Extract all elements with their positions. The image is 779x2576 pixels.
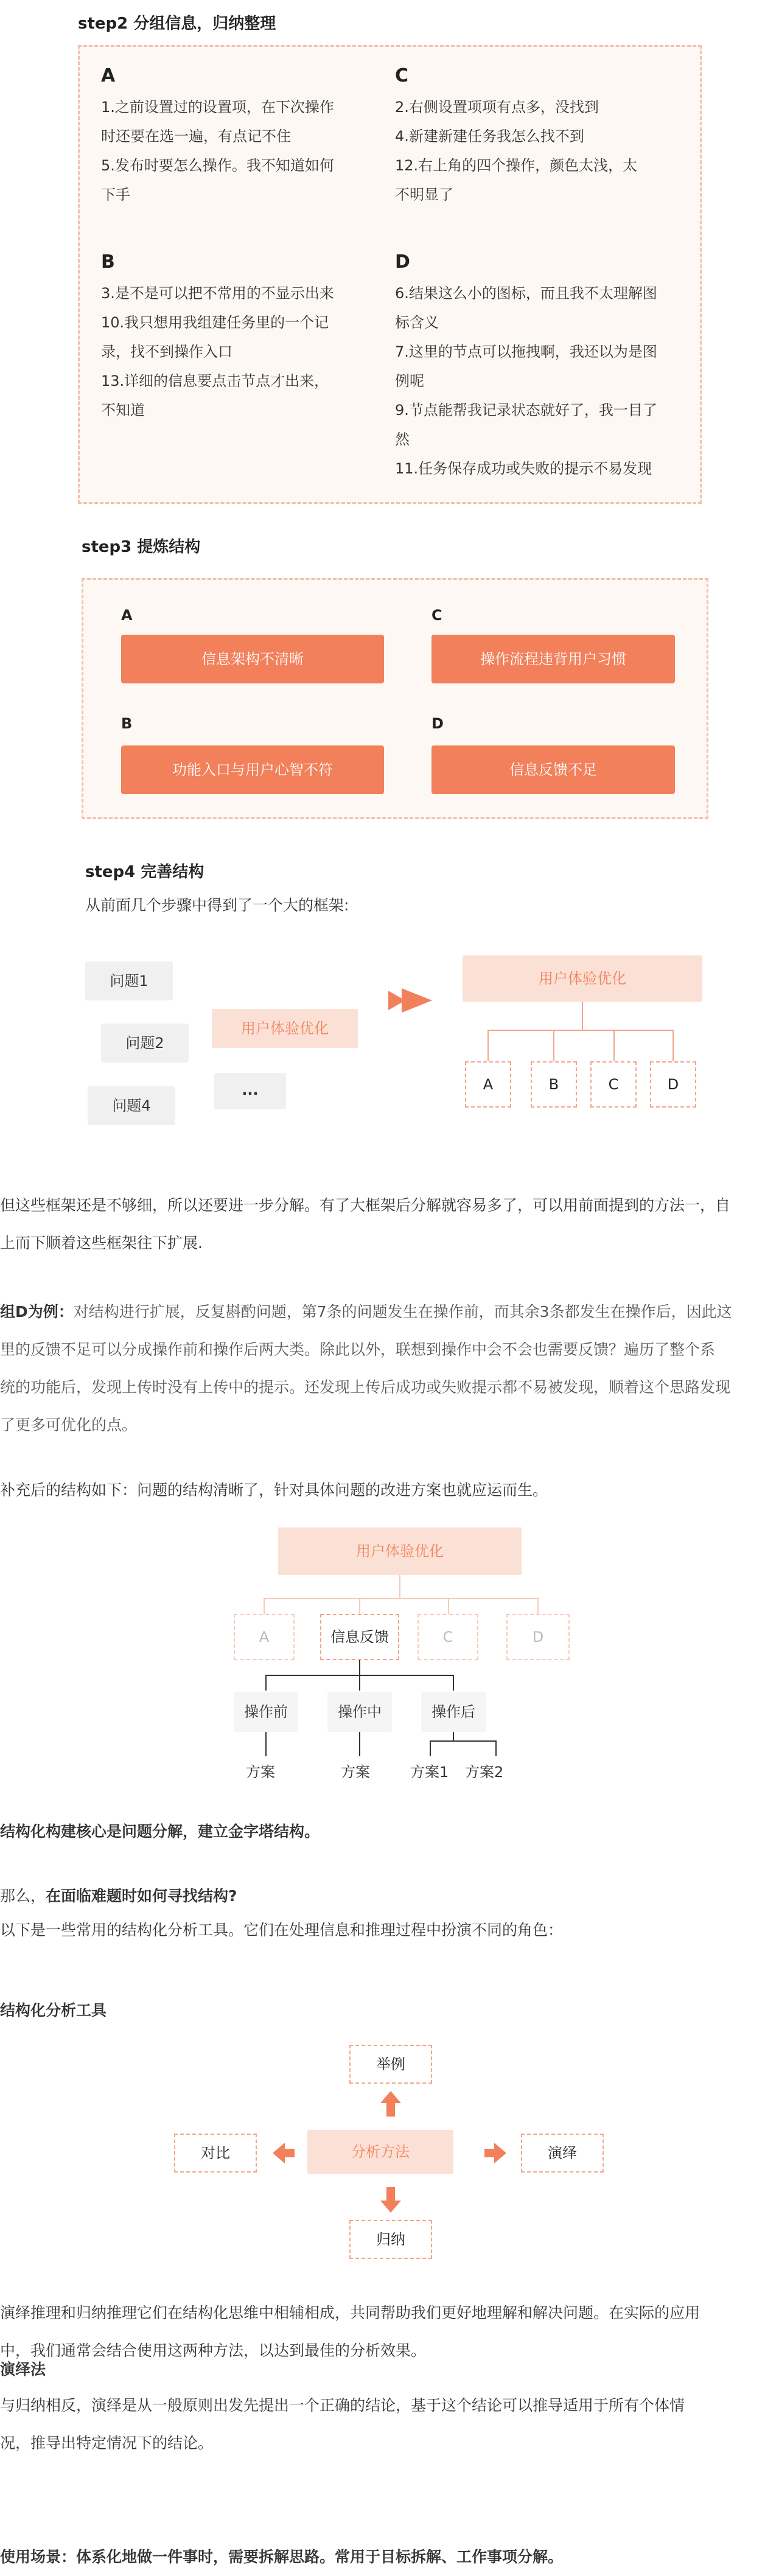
- text-line: 对结构进行扩展，反复斟酌问题，第7条的问题发生在操作前，而其余3条都发生在操作后，因此这: [73, 1303, 732, 1321]
- paragraph-1: [0, 1187, 770, 1262]
- framework-center-label: 用户体验优化: [212, 1009, 358, 1048]
- tree-connector: [430, 1740, 497, 1742]
- text-line: 了更多可优化的点。: [0, 1416, 138, 1434]
- scene-text: 体系化地做一件事时，需要拆解思路。常用于目标拆解、工作事项分解。: [76, 2548, 564, 2566]
- solution-label: 方案1: [410, 1764, 449, 1781]
- group-line: 4.新建新建任务我怎么找不到: [395, 128, 584, 145]
- group-line: 不明显了: [395, 186, 453, 203]
- step2-title: step2 分组信息，归纳整理: [78, 15, 276, 33]
- group-letter: C: [395, 65, 409, 86]
- group-line: 1.之前设置过的设置项，在下次操作: [101, 99, 334, 116]
- item-b-card: 功能入口与用户心智不符: [121, 745, 384, 794]
- phase-pill: 操作中: [327, 1692, 392, 1732]
- item-letter: D: [431, 715, 444, 732]
- problem-pill: 问题4: [88, 1086, 175, 1125]
- tree2-leaf: A: [234, 1614, 295, 1660]
- deduction-title: 演绎法: [0, 2361, 46, 2378]
- solution-label: 方案2: [465, 1764, 504, 1781]
- group-line: 标含义: [395, 314, 439, 331]
- question-prefix: 那么，: [0, 1887, 46, 1905]
- problem-pill: 问题1: [85, 962, 173, 1000]
- group-a: [101, 65, 334, 209]
- group-line: 录，找不到操作入口: [101, 343, 232, 360]
- phase-pill: 操作前: [234, 1692, 298, 1732]
- tree-connector: [613, 1030, 615, 1061]
- solution-label: 方案: [341, 1764, 370, 1781]
- tree-connector: [553, 1030, 554, 1061]
- arrow-down-icon: [380, 2187, 401, 2213]
- tree-connector: [265, 1732, 267, 1756]
- step4-title: step4 完善结构: [85, 863, 204, 881]
- group-line: 然: [395, 431, 410, 448]
- paragraph-2: [0, 1293, 770, 1444]
- tree-connector: [430, 1740, 431, 1756]
- text-line: 统的功能后，发现上传时没有上传中的提示。还发现上传后成功或失败提示都不易被发现，顺着这个思路发现: [0, 1378, 731, 1396]
- tree-connector: [487, 1030, 489, 1061]
- group-line: 下手: [101, 186, 130, 203]
- tools-center: 分析方法: [307, 2130, 453, 2174]
- group-line: 2.右侧设置项项有点多，没找到: [395, 99, 599, 116]
- problem-pill: 问题2: [101, 1024, 189, 1063]
- tools-intro: 以下是一些常用的结构化分析工具。它们在处理信息和推理过程中扮演不同的角色：: [0, 1921, 564, 1939]
- phase-pill: 操作后: [421, 1692, 486, 1732]
- tree-connector: [264, 1598, 537, 1599]
- tree-connector: [672, 1030, 674, 1061]
- text-line: 况，推导出特定情况下的结论。: [0, 2434, 214, 2452]
- group-line: 不知道: [101, 402, 145, 419]
- item-d-card: 信息反馈不足: [431, 745, 675, 794]
- tree-connector: [359, 1732, 360, 1756]
- deduction-text: [0, 2387, 770, 2462]
- text-line: 上而下顺着这些框架往下扩展.: [0, 1234, 203, 1252]
- step3-title: step3 提炼结构: [82, 538, 201, 556]
- group-line: 10.我只想用我组建任务里的一个记: [101, 314, 329, 331]
- tree-leaf: D: [650, 1061, 696, 1108]
- tree-connector: [399, 1575, 400, 1598]
- text-line: 中，我们通常会结合使用这两种方法，以达到最佳的分析效果。: [0, 2342, 427, 2359]
- arrow-head: [402, 988, 432, 1013]
- step3-panel: [82, 578, 708, 819]
- tree-connector: [264, 1598, 265, 1614]
- group-line: 3.是不是可以把不常用的不显示出来: [101, 285, 334, 302]
- arrow-right-icon: [484, 2143, 506, 2163]
- group-line: 11.任务保存成功或失败的提示不易发现: [395, 460, 652, 477]
- paragraph-3: 补充后的结构如下：问题的结构清晰了，针对具体问题的改进方案也就应运而生。: [0, 1481, 548, 1499]
- text-line: 与归纳相反，演绎是从一般原则出发先提出一个正确的结论，基于这个结论可以推导适用于所有个体情: [0, 2396, 685, 2414]
- item-letter: A: [121, 607, 133, 624]
- group-line: 12.右上角的四个操作，颜色太浅，太: [395, 157, 638, 174]
- group-line: 6.结果这么小的图标，而且我不太理解图: [395, 285, 657, 302]
- group-b: [101, 251, 334, 425]
- scene-label: 使用场景：: [0, 2548, 77, 2566]
- tree2-leaf: C: [417, 1614, 478, 1660]
- tools-left: 对比: [174, 2134, 257, 2173]
- text-line: 演绎推理和归纳推理它们在结构化思维中相辅相成，共同帮助我们更好地理解和解决问题。在实际的应用: [0, 2304, 700, 2322]
- question-bold: 在面临难题时如何寻找结构?: [46, 1887, 237, 1905]
- tree2-root: 用户体验优化: [278, 1527, 522, 1575]
- text-line: 里的反馈不足可以分成操作前和操作后两大类。除此以外，联想到操作中会不会也需要反馈？遍历了整个系: [0, 1341, 716, 1358]
- tree-connector: [448, 1598, 449, 1614]
- tree-connector: [453, 1732, 454, 1740]
- tools-top: 举例: [349, 2045, 432, 2084]
- tree-connector: [359, 1675, 360, 1691]
- item-a-card: 信息架构不清晰: [121, 635, 384, 683]
- group-letter: A: [101, 65, 116, 86]
- item-letter: B: [121, 715, 133, 732]
- tools-bottom: 归纳: [349, 2220, 432, 2259]
- tree-root: 用户体验优化: [463, 955, 702, 1002]
- solution-label: 方案: [246, 1764, 275, 1781]
- group-line: 例呢: [395, 372, 424, 389]
- paragraph-4: [0, 2294, 770, 2370]
- arrow-right-icon: [388, 988, 433, 1013]
- tree-connector: [265, 1675, 267, 1691]
- tree-connector: [359, 1598, 360, 1614]
- group-line: 13.详细的信息要点击节点才出来，: [101, 372, 329, 389]
- tree-connector: [582, 1002, 583, 1030]
- tree-connector: [359, 1660, 360, 1675]
- group-c: [395, 65, 637, 209]
- tools-right: 演绎: [521, 2134, 604, 2173]
- group-line: 9.节点能帮我记录状态就好了，我一目了: [395, 402, 657, 419]
- tree-connector: [537, 1598, 539, 1614]
- arrow-left-icon: [273, 2143, 295, 2163]
- group-line: 7.这里的节点可以拖拽啊，我还以为是图: [395, 343, 657, 360]
- step2-groups-panel: [78, 45, 702, 504]
- tree2-leaf-focused: 信息反馈: [320, 1614, 399, 1660]
- tree-leaf: A: [465, 1061, 511, 1108]
- question-line: [0, 1882, 237, 1911]
- problem-pill-more: ...: [214, 1073, 286, 1109]
- group-line: 时还要在选一遍，有点记不住: [101, 128, 291, 145]
- tree-leaf: C: [590, 1061, 637, 1108]
- tree-leaf: B: [531, 1061, 577, 1108]
- tools-title: 结构化分析工具: [0, 2002, 107, 2019]
- tree-connector: [495, 1740, 497, 1756]
- tree-connector: [487, 1030, 674, 1031]
- group-d: [395, 251, 657, 483]
- tree2-leaf: D: [506, 1614, 570, 1660]
- group-letter: D: [395, 251, 410, 273]
- paragraph-lead: 组D为例：: [0, 1303, 74, 1321]
- tree-connector: [453, 1675, 454, 1691]
- group-line: 5.发布时要怎么操作。我不知道如何: [101, 157, 334, 174]
- arrow-up-icon: [380, 2091, 401, 2117]
- text-line: 但这些框架还是不够细，所以还要进一步分解。有了大框架后分解就容易多了，可以用前面提到的方法一，自: [0, 1196, 731, 1214]
- item-c-card: 操作流程违背用户习惯: [431, 635, 675, 683]
- item-letter: C: [431, 607, 442, 624]
- step4-intro: 从前面几个步骤中得到了一个大的框架:: [85, 896, 349, 914]
- group-letter: B: [101, 251, 115, 273]
- summary-text: 结构化构建核心是问题分解，建立金字塔结构。: [0, 1823, 320, 1840]
- deduction-scene: [0, 2543, 563, 2572]
